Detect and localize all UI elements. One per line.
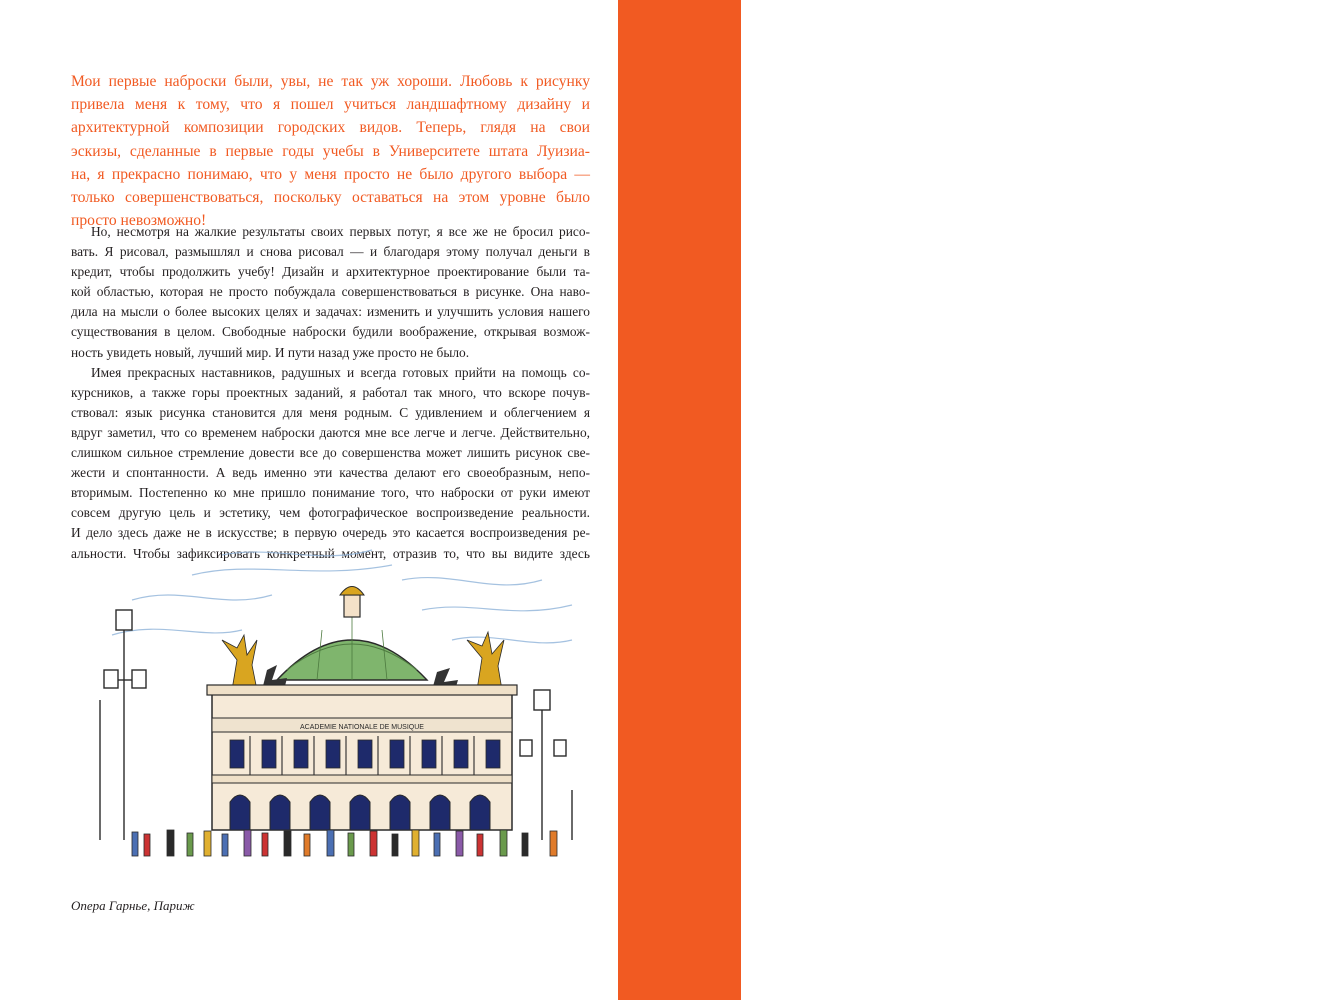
upper-windows	[230, 740, 500, 768]
section-band	[618, 0, 1326, 1000]
body-line: курсников, а также горы проектных заданий, я работал так много, что вскоре почув-	[71, 384, 590, 400]
body-line: Имея прекрасных наставников, радушных и всегда готовых прийти на помощь со-	[91, 364, 590, 380]
crowd	[132, 830, 557, 856]
intro-line: только совершенствоваться, поскольку оставаться на этом уровне было	[71, 189, 590, 207]
body-line: дила на мысли о более высоких целях и задачах: изменить и улучшить условия нашего	[71, 304, 590, 320]
body-line: Но, несмотря на жалкие результаты своих первых потуг, я все же не бросил рисо-	[91, 224, 590, 239]
body-line: И дело здесь даже не в искусстве; в первую очередь это касается воспроизведения ре-	[71, 525, 590, 541]
body-line: существования в целом. Свободные наброски будили воображение, открывая возмож-	[71, 324, 590, 340]
intro-line: просто невозможно!	[71, 212, 207, 230]
body-line: вдруг заметил, что со временем наброски даются мне все легче и легче. Действительно,	[71, 424, 590, 440]
image-caption: Опера Гарнье, Париж	[71, 898, 195, 913]
intro-paragraph	[71, 70, 590, 232]
body-line: жести и спонтанности. А ведь именно эти качества делают его своеобразным, непо-	[71, 465, 590, 481]
body-line: вать. Я рисовал, размышлял и снова рисовал — и благодаря этому получал деньги в	[71, 244, 590, 260]
intro-line: привела меня к тому, что я пошел учиться ландшафтному дизайну и	[71, 96, 590, 114]
body-line: кой областью, которая не просто побуждала совершенствоваться в рисунке. Она наво-	[71, 284, 590, 300]
intro-line: Мои первые наброски были, увы, не так уж хороши. Любовь к рисунку	[71, 73, 590, 90]
intro-line: архитектурной композиции городских видов. Теперь, глядя на свои	[71, 119, 590, 137]
body-line: кредит, чтобы продолжить учебу! Дизайн и архитектурное проектирование были та-	[71, 264, 590, 280]
body-line: ность увидеть новый, лучший мир. И пути назад уже просто не было.	[71, 344, 470, 360]
section-title: ВВЕДЕНИЕ	[1269, 262, 1326, 698]
body-line: вторимым. Постепенно ко мне пришло понимание того, что наброски от руки имеют	[71, 485, 590, 501]
opera-garnier-sketch	[72, 540, 600, 880]
body-line: совсем другую цель и эстетику, чем фотографическое воспроизведение реальности.	[71, 505, 590, 521]
body-line: ствовал: язык рисунка становится для меня родным. С удивлением и облегчением я	[71, 404, 590, 420]
body-text	[71, 222, 590, 564]
intro-line: на, я прекрасно понимаю, что у меня просто не было другого выбора —	[71, 165, 590, 183]
facade-inscription: ACADEMIE NATIONALE DE MUSIQUE	[300, 724, 424, 731]
sky-strokes	[112, 550, 572, 643]
body-line: слишком сильное стремление довести все до совершенства может лишить рисунок све-	[71, 445, 590, 461]
body-line: альности. Чтобы зафиксировать конкретный момент, отразив то, что вы видите здесь	[71, 545, 590, 561]
intro-line: эскизы, сделанные в первые годы учебы в Университете штата Луизиа-	[71, 142, 590, 160]
